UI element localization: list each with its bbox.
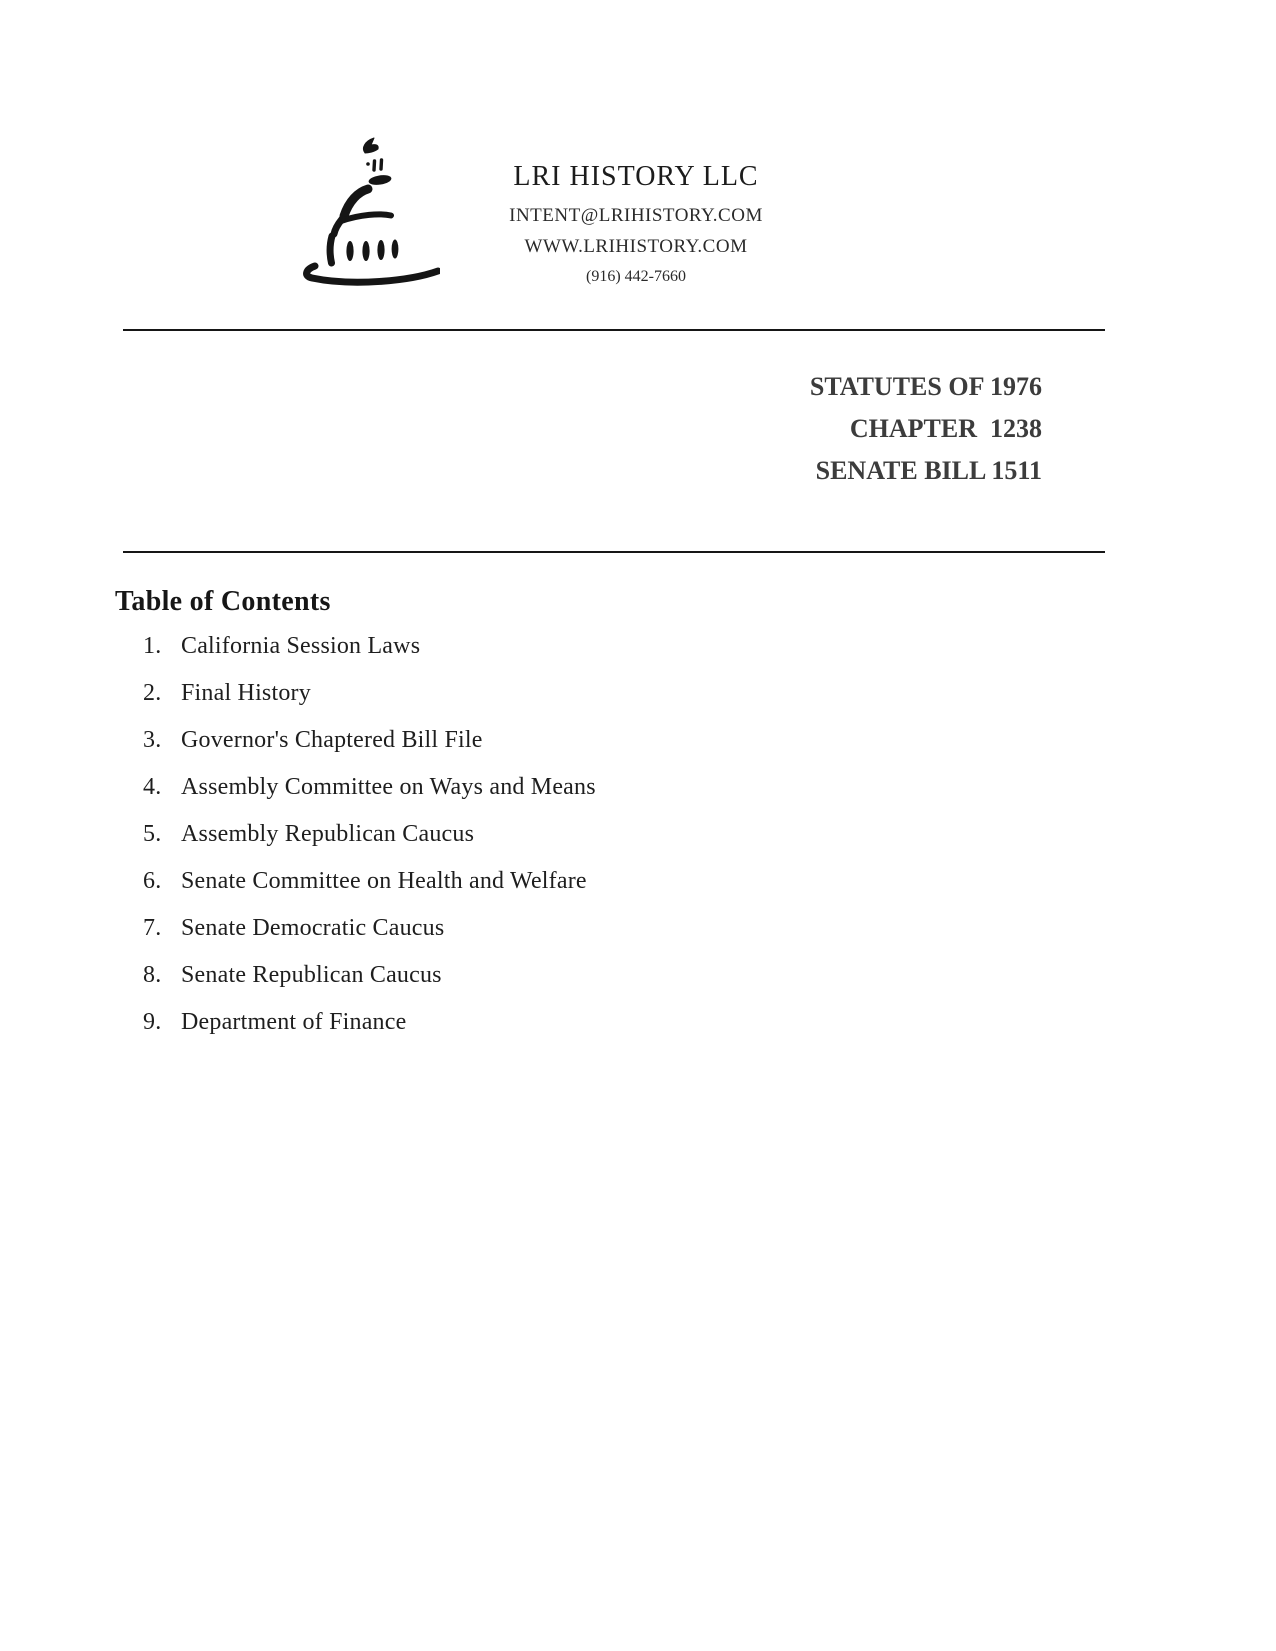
statutes-line: STATUTES OF 1976 (809, 372, 1042, 401)
toc-item-label: Senate Republican Caucus (181, 962, 442, 988)
toc-item-label: Department of Finance (181, 1009, 407, 1035)
toc-item (143, 632, 596, 660)
letterhead (436, 160, 836, 288)
toc-item-label: Assembly Committee on Ways and Means (181, 774, 596, 800)
reference-block (810, 366, 1042, 492)
toc-item-number: 6. (143, 868, 162, 894)
toc-item (143, 914, 596, 942)
toc-item-number: 7. (143, 915, 162, 941)
capitol-dome-logo (288, 120, 440, 288)
senate-bill-line: SENATE BILL 1511 (815, 456, 1042, 485)
toc-item (143, 773, 596, 801)
toc-item-number: 9. (143, 1009, 162, 1035)
toc-item-label: Governor's Chaptered Bill File (181, 727, 483, 753)
capitol-dome-icon (288, 120, 440, 288)
company-name: LRI HISTORY LLC (513, 161, 759, 192)
top-divider (123, 329, 1105, 331)
toc-item-number: 4. (143, 774, 162, 800)
email-text: INTENT@LRIHISTORY.COM (509, 205, 763, 226)
toc-item-number: 1. (143, 633, 162, 659)
toc-item-label: Senate Committee on Health and Welfare (181, 868, 587, 894)
website-text: WWW.LRIHISTORY.COM (524, 236, 748, 257)
toc-item (143, 867, 596, 895)
toc-item-number: 8. (143, 962, 162, 988)
chapter-line: CHAPTER 1238 (849, 414, 1042, 443)
toc-item (143, 1008, 596, 1036)
toc-item-label: Final History (181, 680, 311, 706)
toc-item (143, 961, 596, 989)
toc-item-number: 5. (143, 821, 162, 847)
toc-title: Table of Contents (115, 586, 331, 617)
toc-item-label: Assembly Republican Caucus (181, 821, 475, 847)
toc-item-label: Senate Democratic Caucus (181, 915, 445, 941)
toc-item (143, 726, 596, 754)
toc-item (143, 820, 596, 848)
bottom-divider (123, 551, 1105, 553)
toc-item-label: California Session Laws (181, 633, 421, 659)
toc-item (143, 679, 596, 707)
toc-item-number: 2. (143, 680, 162, 706)
toc-item-number: 3. (143, 727, 162, 753)
phone-text: (916) 442-7660 (586, 268, 686, 285)
toc-list (143, 632, 596, 1055)
